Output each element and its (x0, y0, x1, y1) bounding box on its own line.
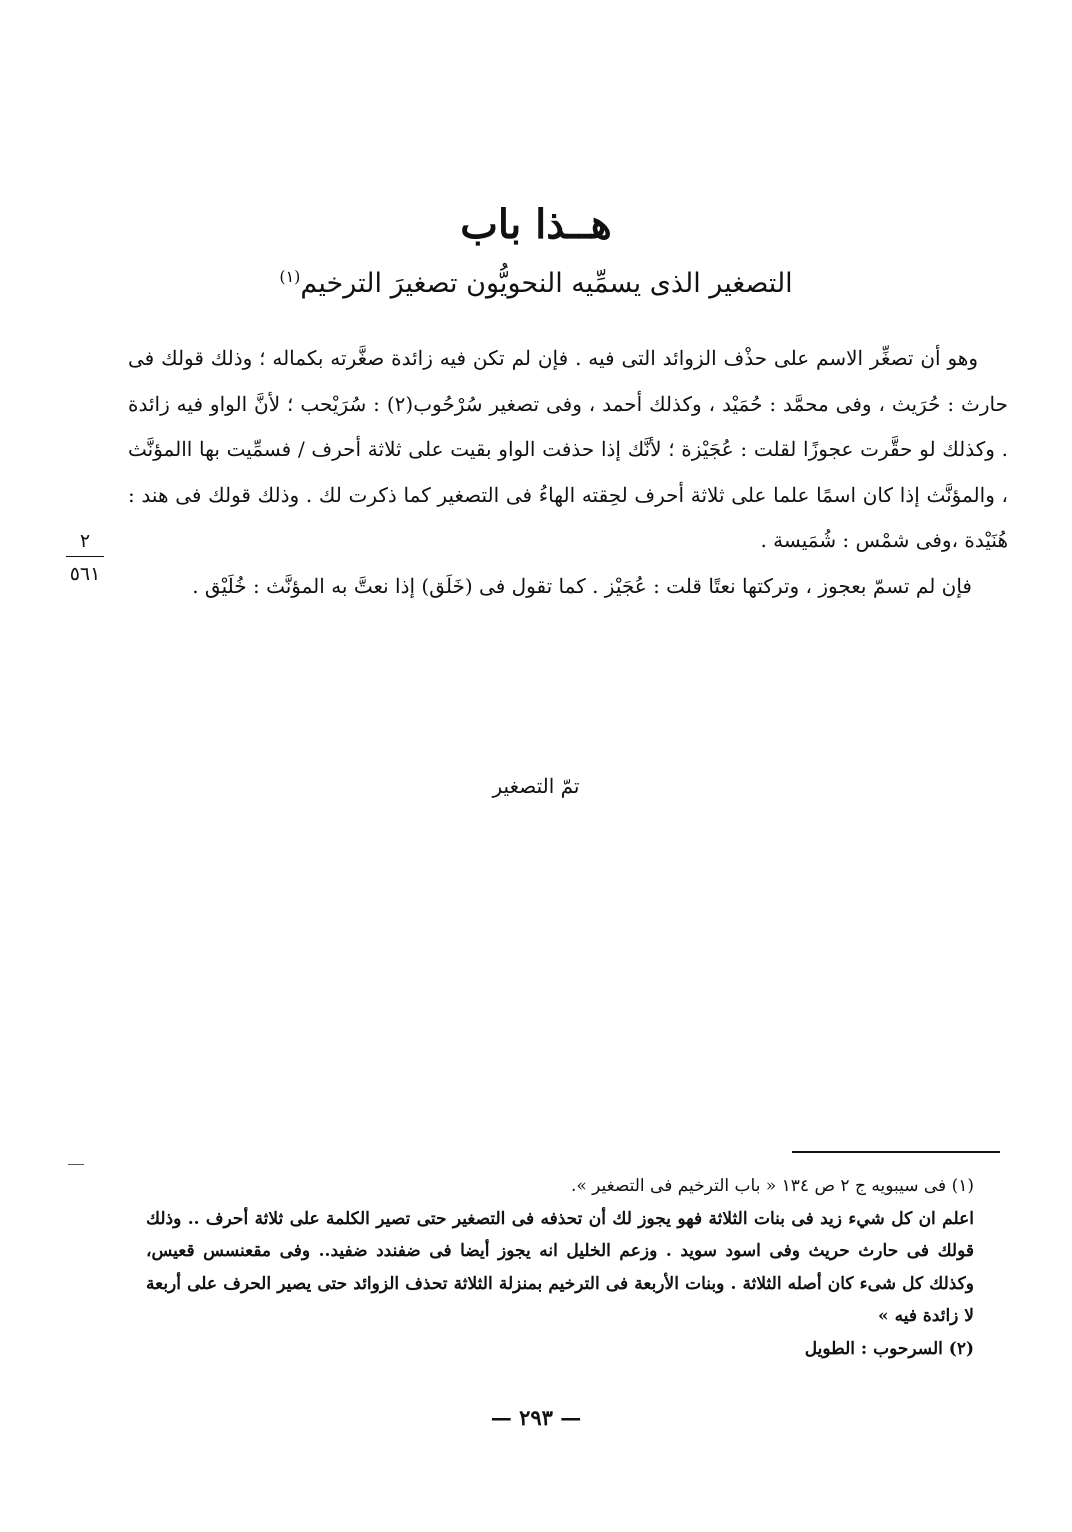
chapter-title: هــذا باب (460, 201, 612, 248)
closing-line: تمّ التصغير (492, 774, 580, 798)
footnote-ref-1: (١) (279, 267, 301, 286)
margin-reference-volume: ٢ (66, 528, 104, 557)
footnote-divider (792, 1151, 1000, 1153)
main-text (128, 336, 1008, 609)
margin-reference-page: ٥٦١ (69, 563, 101, 585)
paragraph-2: فإن لم تسمّ بعجوز ، وتركتها نعتًا قلت : عُجَيْز . كما تقول فى (خَلَق) إذا نعتَّ به المؤنَّث : خُلَيْق . (192, 573, 972, 598)
footnote-2: (٢) السرحوب : الطويل (804, 1338, 974, 1359)
chapter-subtitle-text: التصغير الذى يسمِّيه النحويُّون تصغيرَ الترخيم (300, 268, 793, 299)
footnote-1-quote: اعلم ان كل شيء زيد فى بنات الثلاثة فهو يجوز لك أن تحذفه فى التصغير حتى تصير الكلمة على ثلاثة أحرف .. وذلك قولك فى حارث حريث وفى اسود سويد . وزعم الخليل انه يجوز أيضا فى ضفندد ضفيد.. وفى مقعنسس قعيس، وكذلك كل شىء كان أصله الثلاثة . وبنات الأربعة فى الترخيم بمنزلة الثلاثة تحذف الزوائد حتى يصير الحرف على أربعة لا زائدة فيه » (146, 1208, 974, 1326)
edge-mark (68, 1164, 84, 1165)
footnotes (146, 1170, 1004, 1365)
margin-reference (60, 528, 110, 587)
page-number: — ٢٩٣ — (490, 1405, 582, 1430)
chapter-subtitle (0, 262, 1072, 306)
paragraph-1: وهو أن تصغِّر الاسم على حذْف الزوائد التى فيه . فإن لم تكن فيه زائدة صغَّرته بكماله ؛ وذلك قولك فى حارث : حُرَيث ، وفى محمَّد : حُمَيْد ، وكذلك أحمد ، وفى تصغير سُرْحُوب(٢) : سُرَيْحب ؛ لأنَّ الواو فيه زائدة . وكذلك لو حقَّرت عجوزًا لقلت : عُجَيْزة ؛ لأنَّك إذا حذفت الواو بقيت على ثلاثة أحرف / فسمِّيت بها االمؤنَّث ، والمؤنَّث إذا كان اسمًا علما على ثلاثة أحرف لحِقته الهاءُ فى التصغير كما ذكرت لك . وذلك قولك فى هند : هُنَيْدة ،وفى شمْس : شُمَيسة . (128, 346, 1008, 552)
footnote-1-source: (١) فى سيبويه ج ٢ ص ١٣٤ « باب الترخيم فى التصغير ». (570, 1176, 974, 1196)
